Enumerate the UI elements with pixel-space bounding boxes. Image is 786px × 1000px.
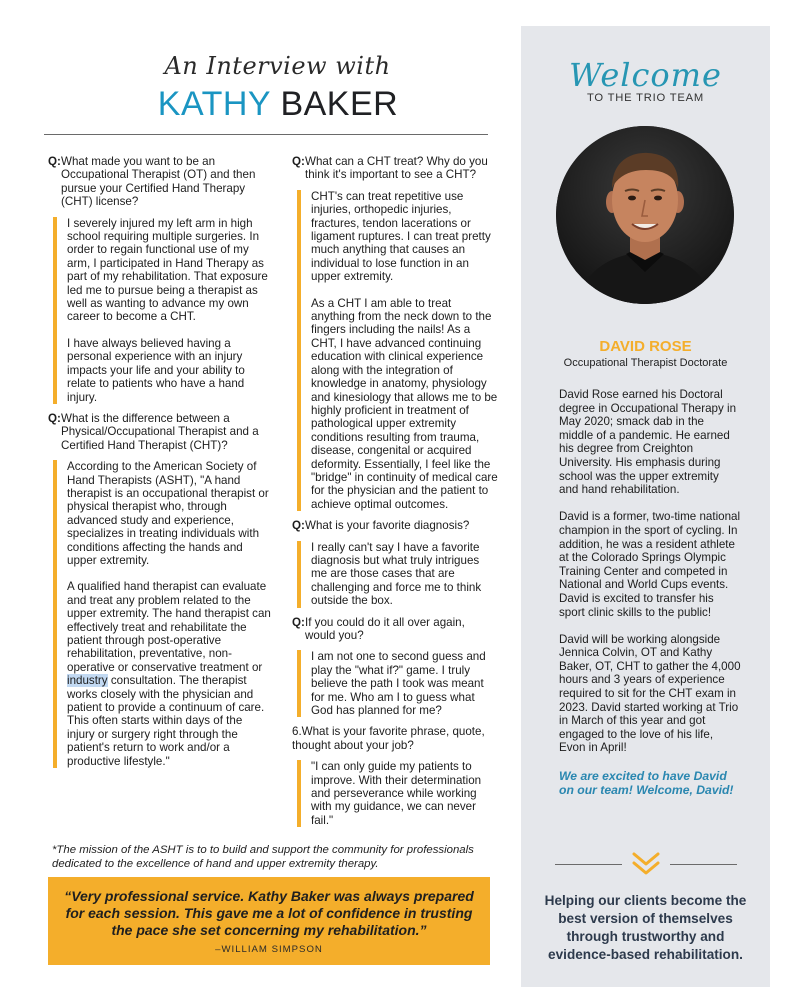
- mission-statement: Helping our clients become the best version of themselves through trustworthy and evidence-based rehabilitation.: [544, 893, 747, 962]
- last-name: BAKER: [270, 85, 399, 123]
- question-text: What is the difference between a Physical/Occupational Therapist and a Certified Hand Therapist (CHT)?: [61, 411, 259, 452]
- answer-1: [53, 217, 273, 404]
- header-divider: [44, 134, 488, 135]
- question-tag: Q:: [292, 519, 305, 533]
- interview-column-left: [48, 155, 273, 776]
- person-title: Occupational Therapist Doctorate: [563, 357, 728, 369]
- question-6: [292, 725, 498, 752]
- selected-text-highlight[interactable]: industry: [67, 674, 108, 688]
- answer-paragraph: According to the American Society of Hand Therapists (ASHT), "A hand therapist is an occupational therapist or physical therapist who, through advanced study and experience, specializes in treating individuals with conditions affecting the hands and upper extremity.: [67, 460, 269, 567]
- question-text: What made you want to be an Occupational Therapist (OT) and then pursue your Certified Hand Therapy (CHT) license?: [61, 155, 256, 209]
- answer-4: [297, 541, 498, 608]
- answer-paragraph: [67, 580, 273, 768]
- double-chevron-down-icon: [631, 851, 661, 877]
- bio-paragraph: David is a former, two-time national champion in the sport of cycling. In addition, he was a resident athlete at the Colorado Springs Olympic Training Center and competed in National and World Cups events. David is excited to transfer his sport clinic skills to the public!: [559, 510, 741, 619]
- question-tag: Q:: [292, 615, 305, 629]
- question-text: What is your favorite diagnosis?: [305, 519, 470, 533]
- person-bio: [559, 388, 741, 810]
- question-text: 6.What is your favorite phrase, quote, thought about your job?: [292, 725, 485, 752]
- answer-3: [297, 190, 498, 511]
- interview-column-right: [292, 155, 498, 835]
- asht-footnote: *The mission of the ASHT is to to build and support the community for professionals dedicated to the excellence of hand and upper extremity therapy.: [52, 844, 474, 870]
- answer-paragraph: I am not one to second guess and play the "what if?" game. I truly believe the path I took was meant for me. Who am I to guess what God has planned for me?: [311, 650, 486, 718]
- testimonial-box: [48, 877, 490, 965]
- question-text: If you could do it all over again, would you?: [305, 615, 465, 642]
- answer-paragraph: I really can't say I have a favorite diagnosis but what truly intrigues me are those cases that are challenging and force me to think outside the box.: [311, 540, 482, 608]
- bio-paragraph: David Rose earned his Doctoral degree in Occupational Therapy in May 2020; smack dab in the middle of a pandemic. He earned his degree from Creighton University. His emphasis during school was the upper extremity and hand rehabilitation.: [559, 388, 737, 497]
- question-1: [48, 155, 273, 209]
- answer-paragraph: I severely injured my left arm in high school requiring multiple surgeries. In order to regain functional use of my arm, I participated in Hand Therapy as part of my rehabilitation. That exposure led me to pursue being a therapist as well as wanting to advance my own career to become a CHT.: [67, 216, 268, 324]
- portrait-photo: [556, 126, 734, 304]
- person-name: DAVID ROSE: [599, 338, 692, 355]
- question-3: [292, 155, 498, 182]
- answer-2: [53, 460, 273, 768]
- welcome-sidebar: [521, 26, 770, 987]
- question-tag: Q:: [48, 155, 61, 168]
- bio-paragraph: David will be working alongside Jennica Colvin, OT and Kathy Baker, OT, CHT to gather the 4,000 hours and 3 years of experience required to sit for the CHT exam in 2023. David started working at Trio in March of this year and got engaged to the love of his life, Evon in April!: [559, 632, 741, 755]
- answer-paragraph: CHT's can treat repetitive use injuries, orthopedic injuries, fractures, tendon lacerations or ligament ruptures. I can treat pretty much anything that causes an individual to lose function in an upper extremity.: [311, 189, 491, 284]
- testimonial-author: –WILLIAM SIMPSON: [215, 944, 323, 955]
- first-name: KATHY: [157, 85, 271, 123]
- question-5: [292, 616, 498, 643]
- question-tag: Q:: [292, 155, 305, 168]
- chevron-divider: [555, 851, 737, 877]
- question-tag: Q:: [48, 411, 61, 425]
- question-4: [292, 519, 498, 532]
- interview-script-title: An Interview with: [164, 52, 391, 80]
- interviewee-name: [138, 84, 418, 124]
- answer-text: A qualified hand therapist can evaluate and treat any problem related to the upper extremity. The hand therapist can effectively treat and rehabilitate the patient through post-operative rehabilitation, preventative, non-operative or conservative treatment or: [67, 580, 271, 674]
- welcome-heading: Welcome: [569, 56, 722, 94]
- testimonial-text: “Very professional service. Kathy Baker was always prepared for each session. This gave me a lot of confidence in trusting the pace she set concerning my rehabilitation.”: [64, 888, 474, 938]
- answer-paragraph: I have always believed having a personal experience with an injury impacts your life and your ability to relate to patients who have a hand injury.: [67, 336, 245, 404]
- answer-6: [297, 760, 498, 827]
- welcome-subheading: TO THE TRIO TEAM: [586, 92, 705, 104]
- divider-line-left: [555, 864, 622, 865]
- answer-paragraph: "I can only guide my patients to improve. With their determination and perseverance while working with my guidance, we can never fail.": [311, 760, 482, 827]
- portrait-illustration: [556, 126, 734, 304]
- divider-line-right: [670, 864, 737, 865]
- answer-5: [297, 650, 498, 717]
- answer-text: consultation. The therapist works closely with the physician and patient to provide a continuum of care. This often starts within days of the injury or surgery right through the patient's return to work and/or a productive lifestyle.": [67, 674, 265, 768]
- question-text: What can a CHT treat? Why do you think it's important to see a CHT?: [305, 155, 488, 182]
- question-2: [48, 412, 273, 452]
- bio-welcome-callout: We are excited to have David on our team! Welcome, David!: [559, 768, 734, 797]
- answer-paragraph: As a CHT I am able to treat anything from the neck down to the fingers including the nails! As a CHT, I have advanced continuing education with clinical experience along with the integration of knowledge in anatomy, physiology and kinesiology that allows me to be highly proficient in treatment of pathological upper extremity conditions resulting from trauma, disease, congenital or acquired deformity. Essentially, I feel like the "bridge" in continuity of medical care for the physician and the patient to achieve optimal outcomes.: [311, 296, 498, 511]
